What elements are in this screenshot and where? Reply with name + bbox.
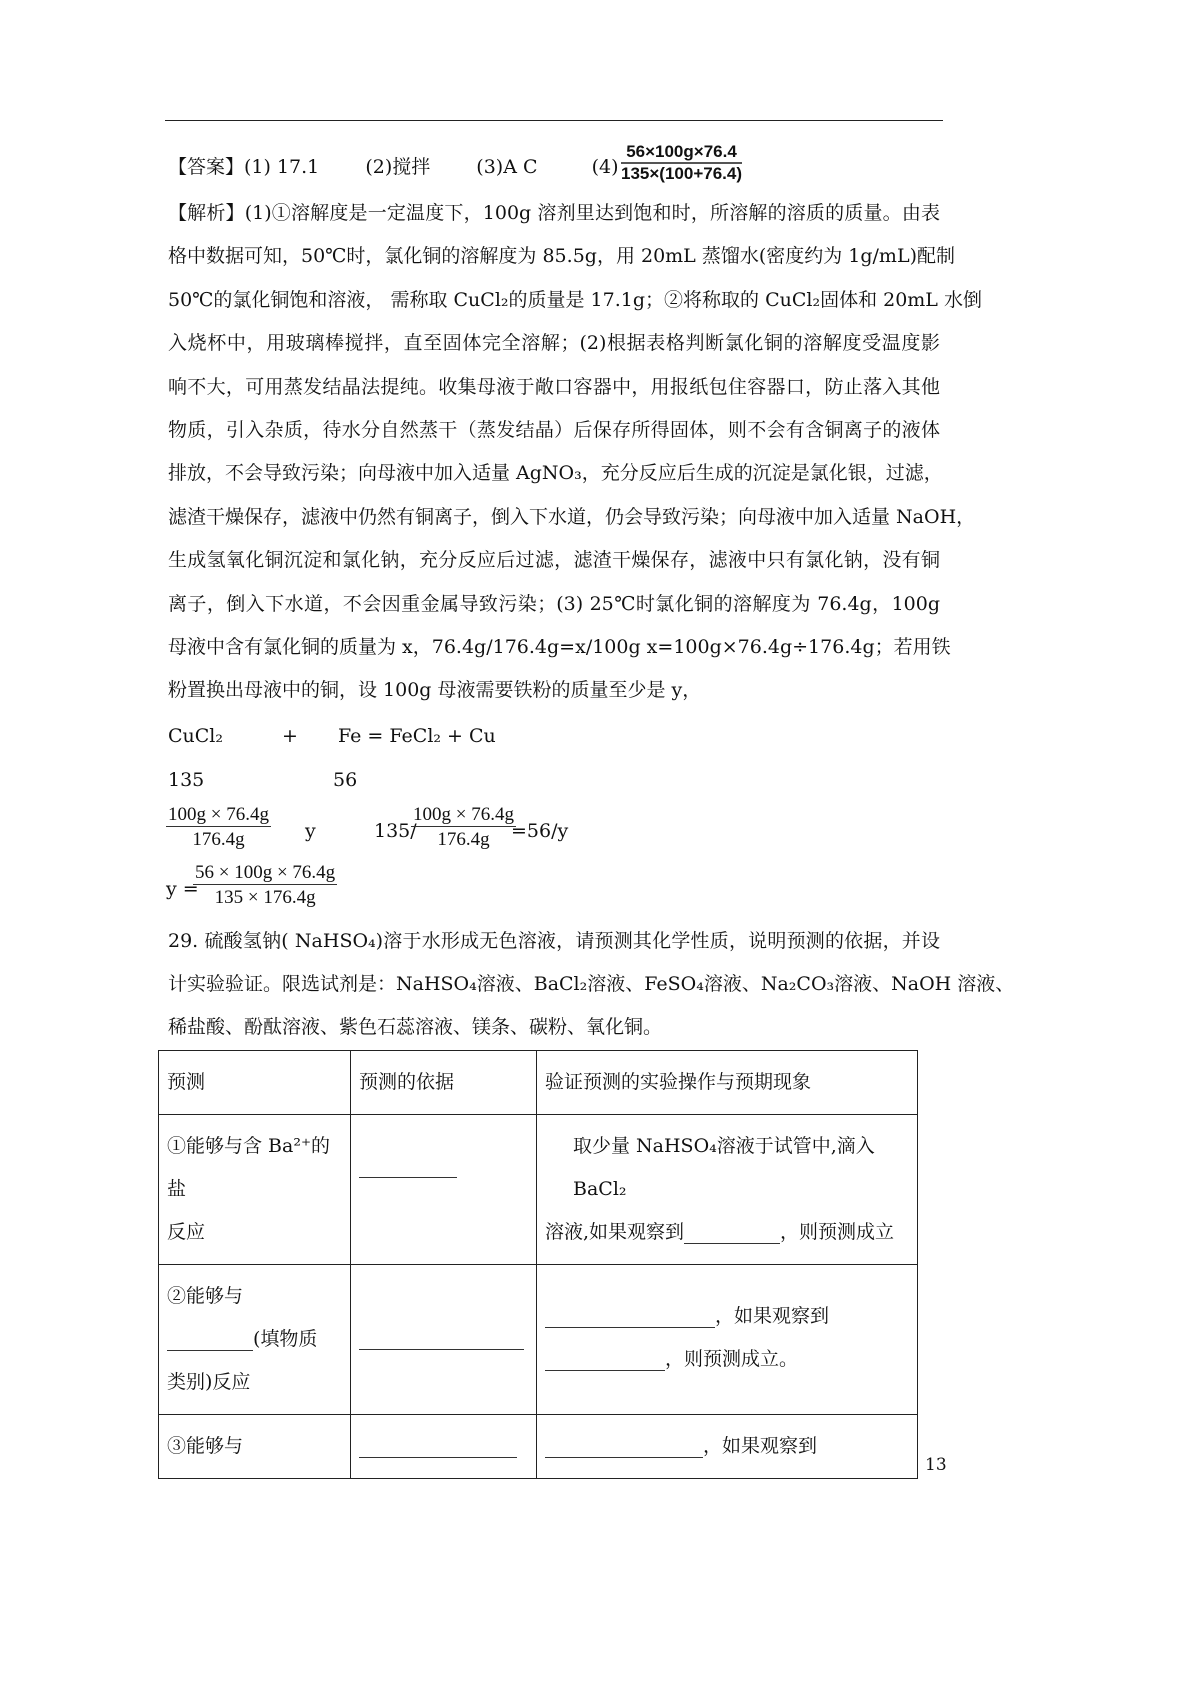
text-line: 物质，引入杂质，待水分自然蒸干（蒸发结晶）后保存所得固体，则不会有含铜离子的液体 [168, 419, 940, 441]
cell-text: 溶液,如果观察到 [545, 1221, 685, 1243]
cell-verification [537, 1265, 918, 1415]
text-line: 生成氢氧化铜沉淀和氯化钠，充分反应后过滤，滤渣干燥保存，滤液中只有氯化钠，没有铜 [168, 549, 940, 572]
fraction-numerator: 56 × 100g × 76.4g [195, 862, 336, 883]
cell-text: ②能够与 [167, 1285, 244, 1307]
result-fraction [193, 862, 337, 909]
text-line: 格中数据可知，50℃时，氯化铜的溶解度为 85.5g，用 20mL 蒸馏水(密度约为 1g/mL)配制 [168, 245, 955, 268]
text-line: 滤渣干燥保存，滤液中仍然有铜离子，倒入下水道，仍会导致污染；向母液中加入适量 NaOH， [168, 505, 976, 528]
text-line: 母液中含有氯化铜的质量为 x，76.4g/176.4g=x/100g x=100g×76.4g÷176.4g；若用铁 [168, 636, 951, 658]
answer-line [168, 152, 618, 179]
text-line: 【解析】(1)①溶解度是一定温度下，100g 溶剂里达到饱和时，所溶解的溶质的质量。由表 [168, 202, 940, 224]
cell-text: 取少量 NaHSO₄溶液于试管中,滴入 BaCl₂ [573, 1135, 875, 1200]
text-line: 离子，倒入下水道，不会因重金属导致污染；(3) 25℃时氯化铜的溶解度为 76.4g，100g [168, 592, 940, 615]
cell-text: 类别)反应 [167, 1371, 251, 1393]
header-verification: 验证预测的实验操作与预期现象 [537, 1051, 918, 1115]
answer-part-4: (4) [591, 156, 619, 178]
cell-text: ，如果观察到 [703, 1435, 818, 1457]
answer-part-3: (3)A C [476, 156, 538, 178]
cell-text: ，如果观察到 [715, 1305, 830, 1327]
fraction-denominator: 135×(100+76.4) [621, 164, 742, 183]
text-line: 响不大，可用蒸发结晶法提纯。收集母液于敞口容器中，用报纸包住容器口，防止落入其他 [168, 375, 940, 398]
ratio-fraction [166, 804, 271, 851]
answer-blank[interactable] [545, 1307, 715, 1328]
answer-part-1: (1) 17.1 [244, 156, 320, 178]
table-row [159, 1115, 918, 1265]
mass-fe: 56 [333, 769, 358, 791]
table-row [159, 1265, 918, 1415]
cell-prediction [159, 1115, 351, 1265]
ratio-fraction-2 [411, 804, 516, 851]
header-basis: 预测的依据 [351, 1051, 537, 1115]
mass-cucl2: 135 [168, 769, 205, 791]
cell-text: (填物质 [253, 1328, 318, 1350]
cell-verification [537, 1415, 918, 1479]
reactant-cucl2: CuCl₂ [168, 725, 224, 747]
fraction-numerator: 100g × 76.4g [413, 804, 514, 825]
answer-blank[interactable] [684, 1223, 780, 1244]
answer-blank[interactable] [167, 1330, 253, 1351]
fraction-numerator: 56×100g×76.4 [621, 142, 742, 164]
text-line: 粉置换出母液中的铜，设 100g 母液需要铁粉的质量至少是 y， [168, 679, 702, 702]
cell-text: 反应 [167, 1221, 206, 1243]
cell-basis [351, 1115, 537, 1265]
answer-fraction [621, 142, 742, 184]
header-prediction: 预测 [159, 1051, 351, 1115]
cell-verification [537, 1115, 918, 1265]
cell-prediction [159, 1265, 351, 1415]
fraction-denominator: 135 × 176.4g [214, 887, 316, 908]
answer-blank[interactable] [359, 1437, 517, 1458]
plus-sign: + [282, 725, 298, 747]
text-line: 计实验验证。限选试剂是：NaHSO₄溶液、BaCl₂溶液、FeSO₄溶液、Na₂CO₃溶液、NaOH 溶液、 [168, 973, 1015, 995]
cell-basis [351, 1265, 537, 1415]
answer-part-2: (2)搅拌 [365, 156, 431, 178]
text-line: 29. 硫酸氢钠( NaHSO₄)溶于水形成无色溶液，请预测其化学性质，说明预测的依据，并设 [168, 930, 940, 952]
fraction-denominator: 176.4g [437, 829, 490, 850]
cell-text: ①能够与含 Ba²⁺的盐 [167, 1135, 330, 1200]
result-lhs: y = [166, 878, 199, 900]
ratio-suffix: =56/y [511, 820, 569, 842]
cell-text: ，则预测成立。 [665, 1348, 799, 1370]
header-rule [165, 120, 943, 121]
ratio-y: y [305, 820, 316, 842]
text-line: 排放，不会导致污染；向母液中加入适量 AgNO₃，充分反应后生成的沉淀是氯化银，过滤， [168, 462, 943, 485]
fraction-denominator: 176.4g [192, 829, 245, 850]
answer-blank[interactable] [545, 1350, 665, 1371]
prediction-table [158, 1050, 918, 1479]
cell-prediction: ③能够与 [159, 1415, 351, 1479]
equation-line [168, 725, 496, 747]
text-line: 稀盐酸、酚酞溶液、紫色石蕊溶液、镁条、碳粉、氧化铜。 [168, 1016, 663, 1038]
text-line: 50℃的氯化铜饱和溶液， 需称取 CuCl₂的质量是 17.1g；②将称取的 CuCl₂固体和 20mL 水倒 [168, 288, 982, 311]
text-line: 入烧杯中，用玻璃棒搅拌，直至固体完全溶解；(2)根据表格判断氯化铜的溶解度受温度影 [168, 332, 940, 355]
equation-rest: Fe = FeCl₂ + Cu [338, 725, 496, 747]
page-number: 13 [925, 1455, 947, 1475]
table-header-row [159, 1051, 918, 1115]
answer-blank[interactable] [359, 1157, 457, 1178]
answer-blank[interactable] [545, 1437, 703, 1458]
answer-blank[interactable] [359, 1329, 524, 1350]
cell-text: ，则预测成立 [780, 1221, 895, 1243]
cell-basis [351, 1415, 537, 1479]
fraction-numerator: 100g × 76.4g [168, 804, 269, 825]
table-row [159, 1415, 918, 1479]
answer-label: 【答案】 [168, 156, 245, 178]
ratio-prefix: 135/ [374, 820, 417, 842]
